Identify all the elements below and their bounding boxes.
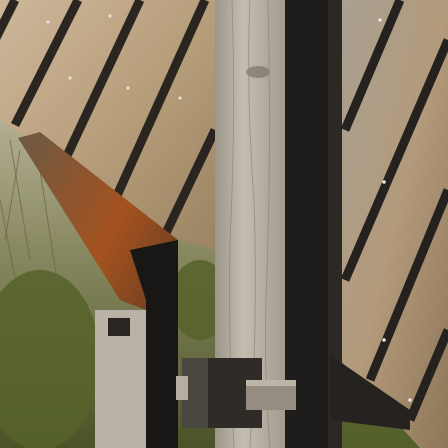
brace-notch: [108, 318, 130, 336]
